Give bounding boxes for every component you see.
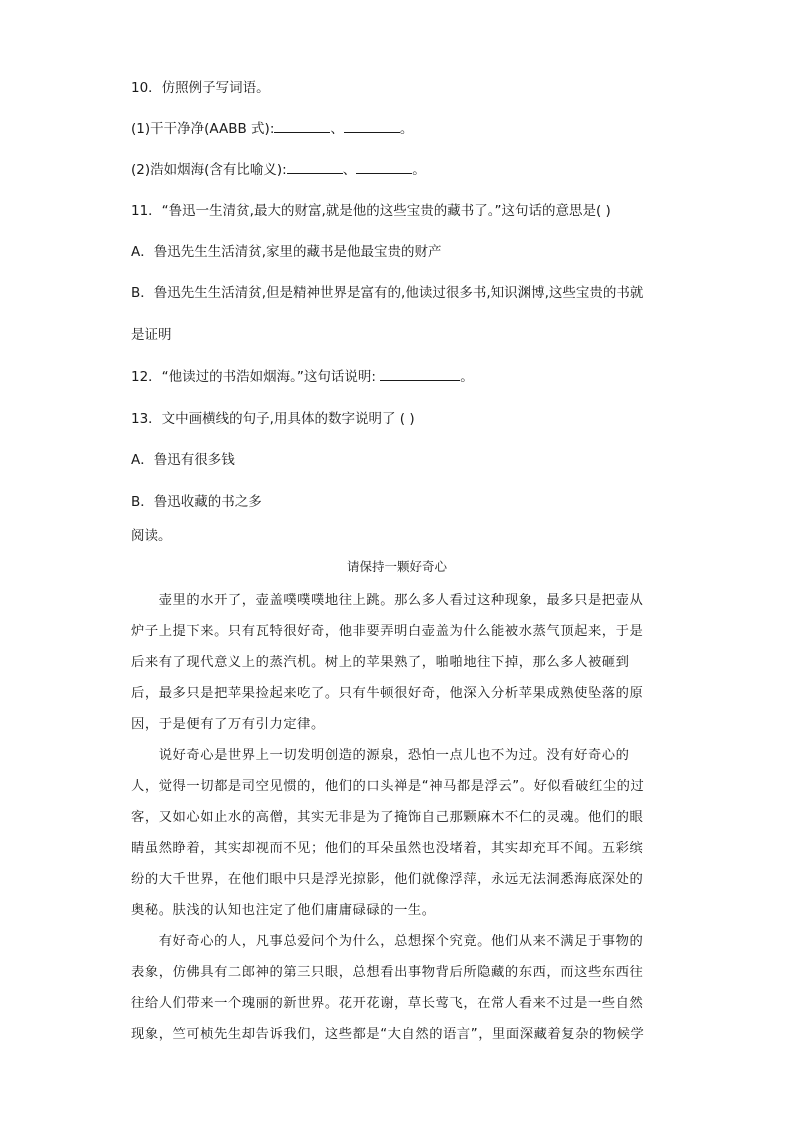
passage-line: 现象，竺可桢先生却告诉我们，这些都是“大自然的语言”，里面深藏着复杂的物候学 [131,1027,645,1042]
question-13-stem: 13．文中画横线的句子,用具体的数字说明了 ( ) [131,411,415,427]
passage-title: 请保持一颗好奇心 [346,559,447,574]
passage-line: 纷的大千世界，在他们眼中只是浮光掠影，他们就像浮萍，永远无法洞悉海底深处的 [131,872,644,887]
passage-line: 客，又如心如止水的高僧，其实无非是为了掩饰自己那颗麻木不仁的灵魂。他们的眼 [131,810,644,825]
question-10-item-2 [131,158,426,178]
item-end: 。 [460,369,474,385]
answer-blank[interactable] [344,120,400,133]
question-11-option-b-line-1: B．鲁迅先生生活清贫,但是精神世界是富有的,他读过很多书,知识渊博,这些宝贵的书就 [131,285,644,301]
question-12-stem [131,365,474,385]
question-11-option-a: A．鲁迅先生生活清贫,家里的藏书是他最宝贵的财产 [131,244,442,260]
passage-line: 因，于是便有了万有引力定律。 [131,717,325,732]
answer-blank[interactable] [274,120,330,133]
item-1-prefix: (1)干干净净(AABB 式): [131,121,275,137]
question-11-stem: 11．“鲁迅一生清贫,最大的财富,就是他的这些宝贵的藏书了。”这句话的意思是( ) [131,203,611,219]
passage-line: 炉子上提下来。只有瓦特很好奇，他非要弄明白壶盖为什么能被水蒸气顶起来，于是 [131,624,644,639]
item-2-prefix: (2)浩如烟海(含有比喻义): [131,162,287,178]
question-13-option-a: A．鲁迅有很多钱 [131,452,235,468]
question-11-option-b-line-2: 是证明 [131,327,172,343]
question-13-option-b: B．鲁迅收藏的书之多 [131,494,262,510]
passage-line: 奥秘。肤浅的认知也注定了他们庸庸碌碌的一生。 [131,903,436,918]
answer-blank[interactable] [380,368,460,381]
item-end: 。 [399,121,414,137]
passage-line: 人，觉得一切都是司空见惯的，他们的口头禅是“神马都是浮云”。好似看破红尘的过 [131,779,645,794]
passage-line: 往给人们带来一个瑰丽的新世界。花开花谢，草长莺飞，在常人看来不过是一些自然 [131,996,644,1011]
passage-line: 后来有了现代意义上的蒸汽机。树上的苹果熟了，啪啪地往下掉，那么多人被砸到 [131,655,630,670]
answer-blank[interactable] [287,161,343,174]
item-end: 。 [412,162,426,178]
separator: 、 [330,121,344,137]
passage-line: 后，最多只是把苹果捡起来吃了。只有牛顿很好奇，他深入分析苹果成熟使坠落的原 [131,686,644,701]
question-12-text: 12．“他读过的书浩如烟海。”这句话说明: [131,369,376,385]
question-10-item-1 [131,117,413,137]
question-10-title: 10．仿照例子写词语。 [131,80,270,96]
passage-line: 壶里的水开了，壶盖噗噗噗地往上跳。那么多人看过这种现象，最多只是把壶从 [131,593,644,608]
separator: 、 [342,162,357,178]
passage-line: 说好奇心是世界上一切发明创造的源泉，恐怕一点儿也不为过。没有好奇心的 [131,748,630,763]
passage-line: 表象，仿佛具有二郎神的第三只眼，总想看出事物背后所隐藏的东西，而这些东西往 [131,965,644,980]
reading-label: 阅读。 [131,528,172,544]
answer-blank[interactable] [356,161,412,174]
passage-line: 有好奇心的人，凡事总爱问个为什么，总想探个究竟。他们从来不满足于事物的 [131,934,644,949]
passage-line: 睛虽然睁着，其实却视而不见；他们的耳朵虽然也没堵着，其实却充耳不闻。五彩缤 [131,841,644,856]
